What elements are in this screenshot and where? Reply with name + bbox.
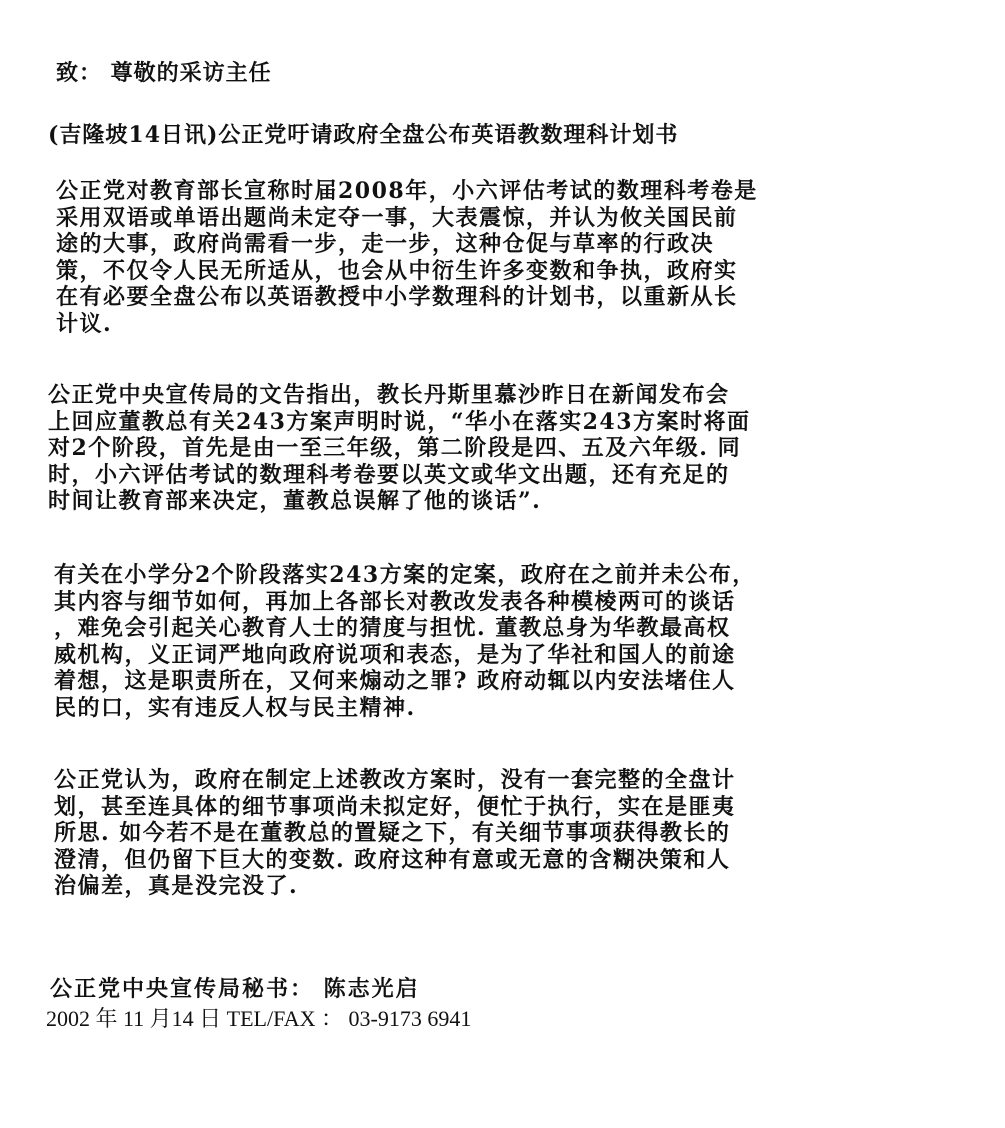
paragraph-line: 威机构，义正词严地向政府说项和表态，是为了华社和国人的前途	[54, 641, 736, 668]
paragraph-line: 民的口，实有违反人权与民主精神.	[54, 694, 416, 721]
dateline: 2002 年 11 月14 日 TEL/FAX ： 03-9173 6941	[46, 1006, 472, 1031]
paragraph-line: 采用双语或单语出题尚未定夺一事，大表震惊，并认为攸关国民前	[56, 204, 738, 231]
signature: 公正党中央宣传局秘书： 陈志光启	[50, 976, 420, 1002]
paragraph-1	[56, 178, 961, 337]
paragraph-line: 对2个阶段，首先是由一至三年级，第二阶段是四、五及六年级. 同	[48, 435, 742, 461]
paragraph-line: 在有必要全盘公布以英语教授中小学数理科的计划书，以重新从长	[56, 284, 738, 310]
paragraph-line: 时，小六评估考试的数理科考卷要以英文或华文出题，还有充足的	[48, 461, 730, 488]
paragraph-line: ，难免会引起关心教育人士的猜度与担忧. 董教总身为华教最高权	[54, 615, 731, 641]
paragraph-2	[48, 382, 953, 515]
paragraph-line: 着想，这是职责所在，又何来煽动之罪? 政府动辄以内安法堵住人	[54, 668, 736, 694]
paragraph-line: 治偏差，真是没完没了.	[54, 873, 299, 899]
salutation: 致： 尊敬的采访主任	[56, 60, 272, 86]
paragraph-line: 所思. 如今若不是在董教总的置疑之下，有关细节事项获得教长的	[54, 820, 731, 846]
paragraph-line: 公正党对教育部长宣称时届2008年，小六评估考试的数理科考卷是	[56, 178, 758, 204]
paragraph-line: 时间让教育部来决定，董教总误解了他的谈话”.	[48, 488, 542, 514]
paragraph-line: 上回应董教总有关243方案声明时说，“华小在落实243方案时将面	[48, 408, 751, 435]
paragraph-line: 策，不仅令人民无所适从，也会从中衍生许多变数和争执，政府实	[56, 257, 738, 284]
paragraph-line: 划，甚至连具体的细节事项尚未拟定好，便忙于执行，实在是匪夷	[54, 793, 736, 820]
paragraph-line: 途的大事，政府尚需看一步，走一步，这种仓促与草率的行政决	[56, 231, 715, 257]
headline: (吉隆坡14日讯)公正党吁请政府全盘公布英语教数理科计划书	[48, 122, 679, 148]
paragraph-line: 有关在小学分2个阶段落实243方案的定案，政府在之前并未公布，	[54, 562, 756, 588]
paragraph-line: 澄清，但仍留下巨大的变数. 政府这种有意或无意的含糊决策和人	[54, 846, 731, 873]
paragraph-4	[54, 767, 959, 900]
paragraph-line: 公正党中央宣传局的文告指出，教长丹斯里慕沙昨日在新闻发布会	[48, 382, 730, 408]
paragraph-line: 其内容与细节如何，再加上各部长对教改发表各种模棱两可的谈话	[54, 588, 736, 615]
paragraph-3	[54, 562, 959, 721]
paragraph-line: 计议.	[56, 310, 113, 337]
paragraph-line: 公正党认为，政府在制定上述教改方案时，没有一套完整的全盘计	[54, 767, 736, 793]
